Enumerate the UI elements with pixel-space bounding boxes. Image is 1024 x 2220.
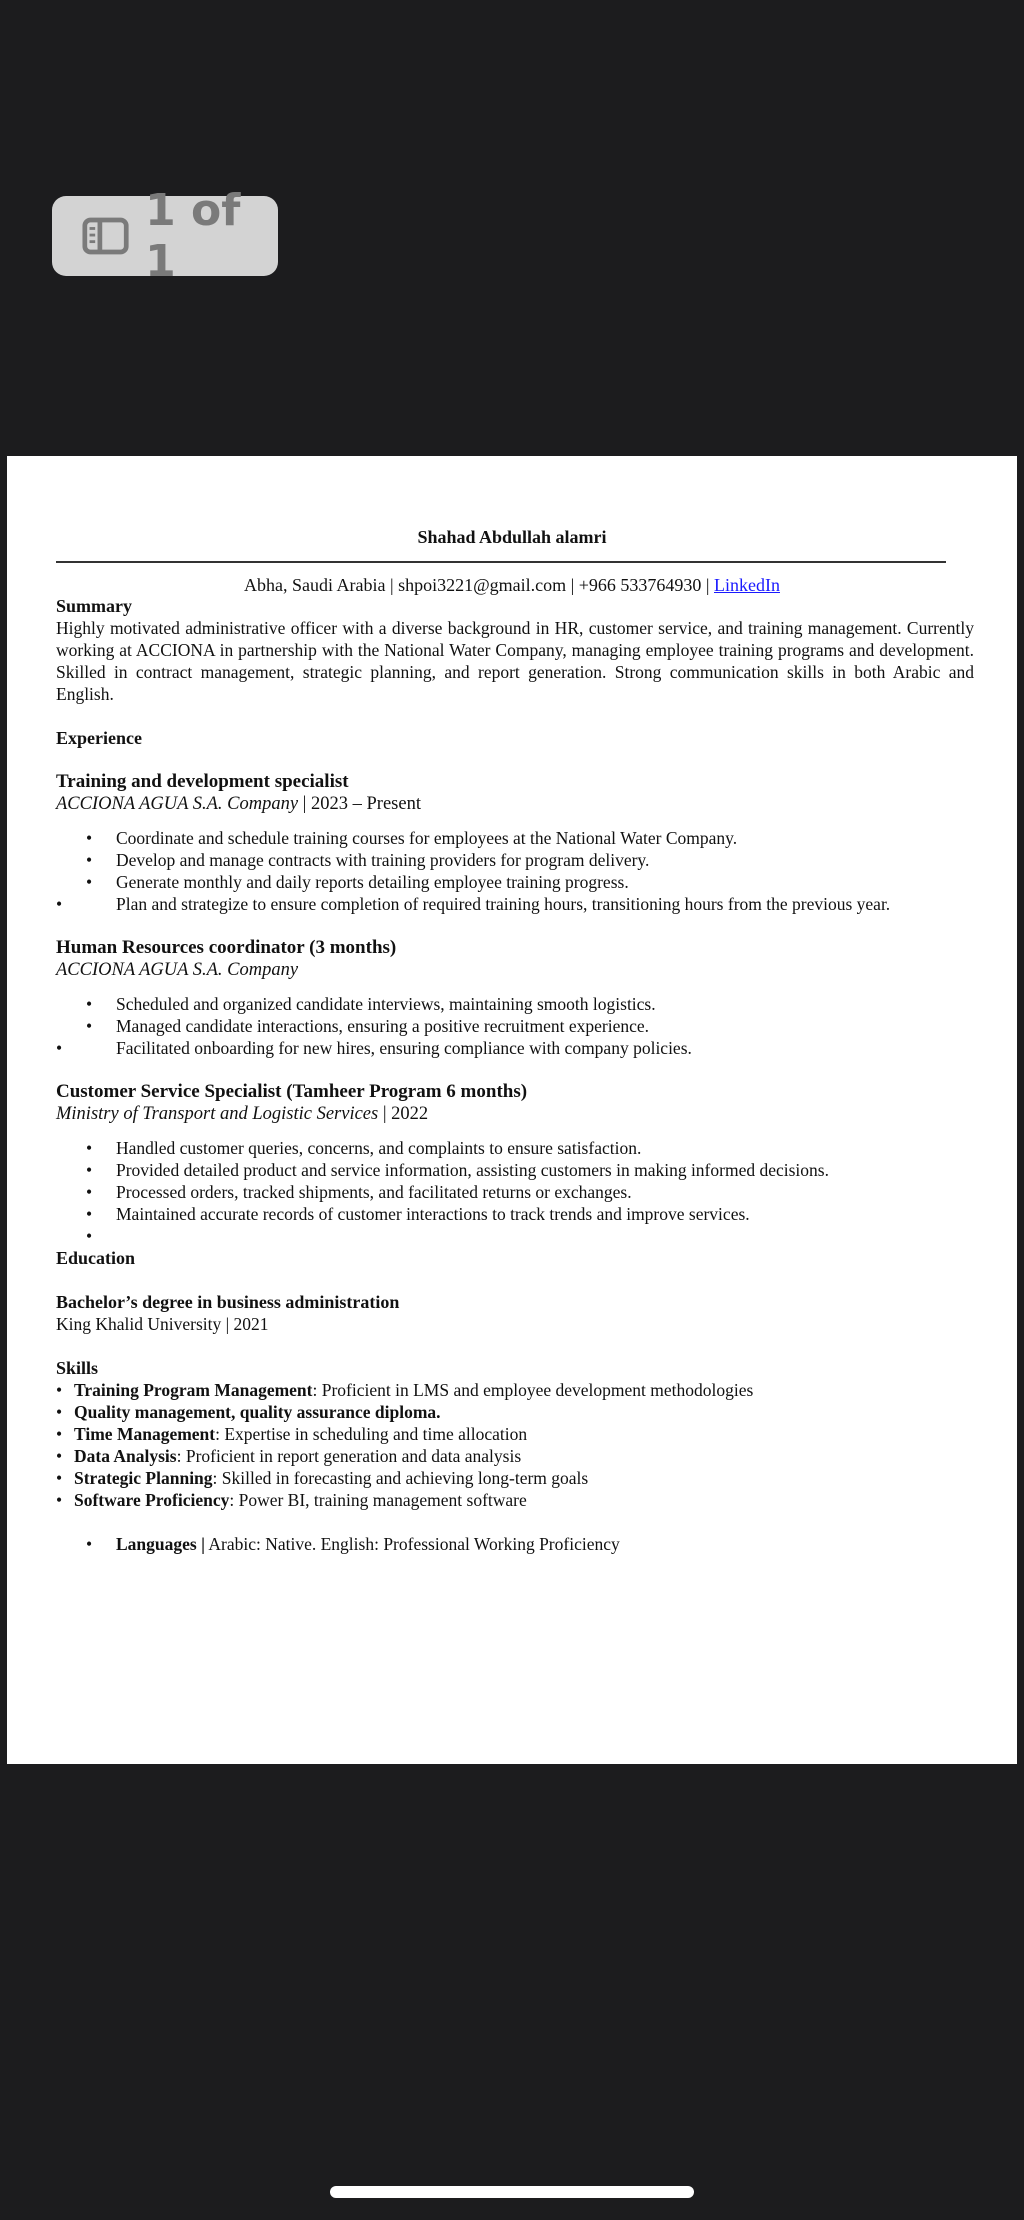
- job-bullets: [56, 1137, 974, 1247]
- document-page: [7, 456, 1017, 1764]
- languages-list: [56, 1533, 974, 1555]
- contact-text: Abha, Saudi Arabia | shpoi3221@gmail.com | +966 533764930 |: [244, 575, 714, 595]
- list-item: • Plan and strategize to ensure completion of required training hours, transitioning hours from the previous year.: [56, 894, 891, 914]
- job-title: Human Resources coordinator (3 months): [56, 937, 397, 958]
- list-item-text: Develop and manage contracts with training providers for program delivery.: [116, 850, 650, 870]
- list-item-text: Facilitated onboarding for new hires, ensuring compliance with company policies.: [116, 1038, 692, 1058]
- list-item: •: [86, 1226, 93, 1246]
- home-indicator[interactable]: [330, 2186, 694, 2198]
- list-item-text: Scheduled and organized candidate interviews, maintaining smooth logistics.: [116, 994, 656, 1014]
- skills-heading: Skills: [56, 1358, 99, 1378]
- list-item: • Data Analysis: Proficient in report generation and data analysis: [56, 1446, 522, 1466]
- list-item: • Strategic Planning: Skilled in forecasting and achieving long-term goals: [56, 1468, 589, 1488]
- degree: Bachelor’s degree in business administration: [56, 1292, 400, 1312]
- list-item: • Training Program Management: Proficient in LMS and employee development methodologies: [56, 1380, 754, 1400]
- job-title: Training and development specialist: [56, 771, 349, 792]
- list-item: • Quality management, quality assurance diploma.: [56, 1402, 441, 1422]
- sidebar-icon: [82, 216, 129, 256]
- skills-list: [56, 1379, 974, 1511]
- list-item: • Processed orders, tracked shipments, and facilitated returns or exchanges.: [86, 1182, 632, 1202]
- languages-label: Languages |: [116, 1534, 205, 1554]
- summary-heading: Summary: [56, 596, 132, 616]
- header-divider: [56, 561, 946, 563]
- summary-text: Highly motivated administrative officer with a diverse background in HR, customer service, and training management. Currently working at ACCIONA in partnership with the National Water Company, managing employee training programs and development. Skilled in contract management, strategic planning, and report generation. Strong communication skills in both Arabic and English.: [56, 618, 974, 704]
- job-org: [56, 1103, 974, 1125]
- experience-heading: Experience: [56, 728, 142, 748]
- list-item: • Coordinate and schedule training courses for employees at the National Water Company.: [86, 828, 738, 848]
- skill-label: Quality management, quality assurance diploma.: [74, 1402, 441, 1422]
- list-item: • Software Proficiency: Power BI, training management software: [56, 1490, 527, 1510]
- list-item: • Generate monthly and daily reports detailing employee training progress.: [86, 872, 629, 892]
- job-date: | 2023 – Present: [298, 794, 421, 814]
- linkedin-link[interactable]: LinkedIn: [714, 575, 780, 595]
- job-date: | 2022: [378, 1104, 429, 1124]
- skill-text: : Power BI, training management software: [229, 1490, 527, 1510]
- job-org: [56, 959, 974, 981]
- list-item: • Provided detailed product and service information, assisting customers in making informed decisions.: [86, 1160, 829, 1180]
- job-bullets: [56, 993, 974, 1059]
- job-org: [56, 793, 974, 815]
- list-item: • Scheduled and organized candidate interviews, maintaining smooth logistics.: [86, 994, 656, 1014]
- list-item: • Handled customer queries, concerns, and complaints to ensure satisfaction.: [86, 1138, 642, 1158]
- list-item-text: Maintained accurate records of customer interactions to track trends and improve services.: [116, 1204, 750, 1224]
- list-item-text: Processed orders, tracked shipments, and facilitated returns or exchanges.: [116, 1182, 632, 1202]
- skill-label: Software Proficiency: [74, 1490, 230, 1510]
- job-org-name: Ministry of Transport and Logistic Services: [56, 1104, 379, 1124]
- list-item-text: Generate monthly and daily reports detailing employee training progress.: [116, 872, 629, 892]
- page-counter[interactable]: [52, 185, 278, 287]
- resume-name: Shahad Abdullah alamri: [417, 527, 607, 547]
- list-item-text: Coordinate and schedule training courses for employees at the National Water Company.: [116, 828, 738, 848]
- skill-text: : Proficient in report generation and data analysis: [176, 1446, 522, 1466]
- skill-text: : Skilled in forecasting and achieving long-term goals: [212, 1468, 589, 1488]
- skill-label: Strategic Planning: [74, 1468, 213, 1488]
- skill-label: Training Program Management: [74, 1380, 313, 1400]
- job-bullets: [56, 827, 974, 915]
- list-item: • Facilitated onboarding for new hires, ensuring compliance with company policies.: [56, 1038, 692, 1058]
- job-org-name: ACCIONA AGUA S.A. Company: [56, 960, 299, 980]
- skill-label: Time Management: [74, 1424, 216, 1444]
- job-title: Customer Service Specialist (Tamheer Program 6 months): [56, 1081, 528, 1102]
- page-counter-label: 1 of 1: [145, 185, 241, 287]
- list-item-text: Handled customer queries, concerns, and complaints to ensure satisfaction.: [116, 1138, 642, 1158]
- skill-text: : Proficient in LMS and employee development methodologies: [312, 1380, 754, 1400]
- list-item: • Develop and manage contracts with training providers for program delivery.: [86, 850, 650, 870]
- skill-text: : Expertise in scheduling and time allocation: [215, 1424, 528, 1444]
- list-item: • Languages | Arabic: Native. English: Professional Working Proficiency: [86, 1534, 620, 1554]
- list-item-text: Provided detailed product and service information, assisting customers in making informed decisions.: [116, 1160, 829, 1180]
- list-item-text: Plan and strategize to ensure completion of required training hours, transitioning hours from the previous year.: [116, 894, 891, 914]
- resume-body: [56, 595, 974, 1555]
- list-item: • Managed candidate interactions, ensuring a positive recruitment experience.: [86, 1016, 650, 1036]
- job-org-name: ACCIONA AGUA S.A. Company: [56, 794, 299, 814]
- list-item-text: Managed candidate interactions, ensuring a positive recruitment experience.: [116, 1016, 650, 1036]
- list-item: • Maintained accurate records of customer interactions to track trends and improve services.: [86, 1204, 750, 1224]
- contact-line: [7, 574, 1017, 596]
- education-heading: Education: [56, 1248, 136, 1268]
- skill-label: Data Analysis: [74, 1446, 177, 1466]
- school: King Khalid University | 2021: [56, 1314, 269, 1334]
- list-item: • Time Management: Expertise in scheduling and time allocation: [56, 1424, 528, 1444]
- languages-text: Arabic: Native. English: Professional Working Proficiency: [204, 1534, 620, 1554]
